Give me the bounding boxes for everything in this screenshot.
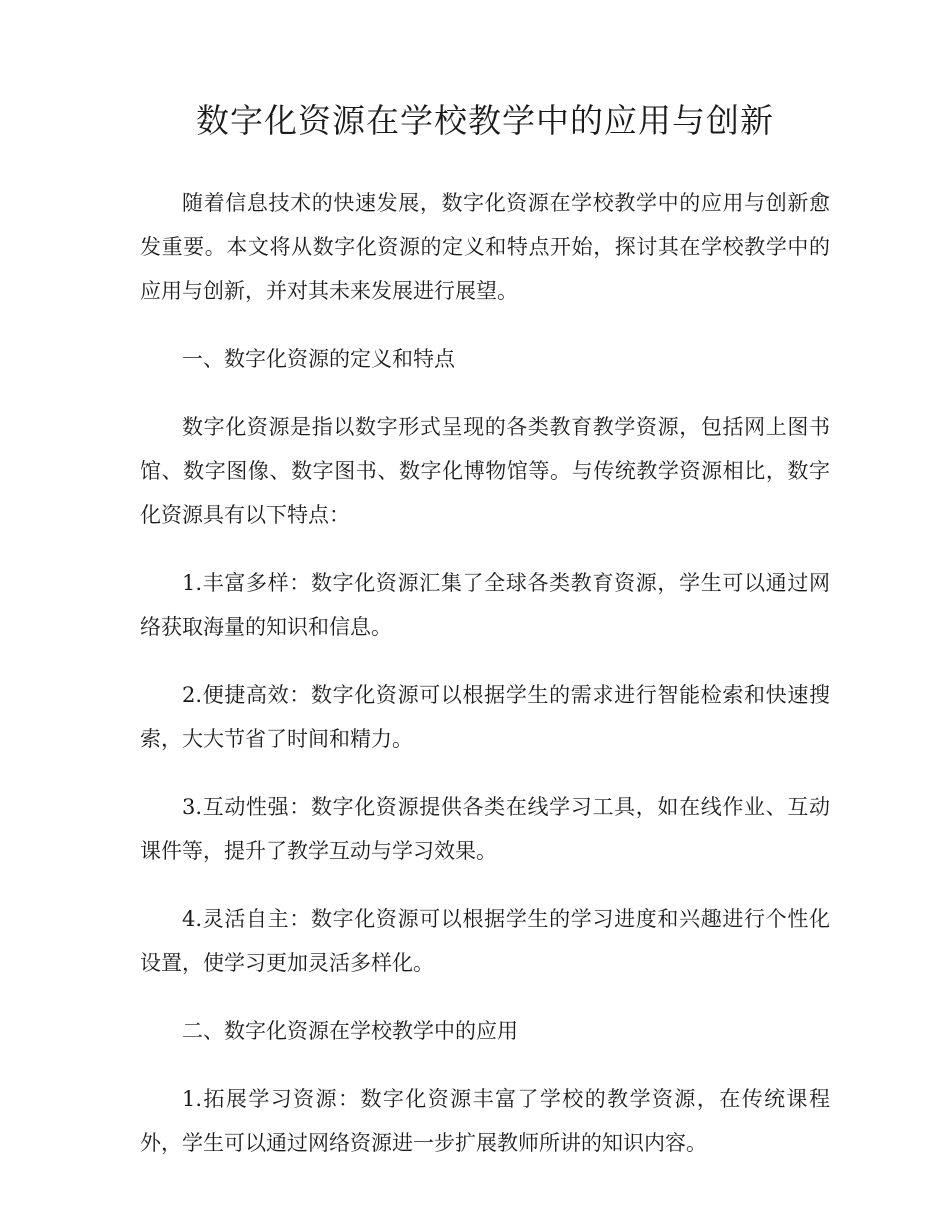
feature-item-1: 1.丰富多样：数字化资源汇集了全球各类教育资源，学生可以通过网络获取海量的知识和信息。	[140, 571, 830, 639]
definition-paragraph: 数字化资源是指以数字形式呈现的各类教育教学资源，包括网上图书馆、数字图像、数字图书、数字化博物馆等。与传统教学资源相比，数字化资源具有以下特点：	[140, 415, 830, 527]
feature-item-2: 2.便捷高效：数字化资源可以根据学生的需求进行智能检索和快速搜索，大大节省了时间和精力。	[140, 683, 830, 751]
application-item-1: 1.拓展学习资源：数字化资源丰富了学校的教学资源，在传统课程外，学生可以通过网络资源进一步扩展教师所讲的知识内容。	[140, 1087, 830, 1155]
feature-item-3: 3.互动性强：数字化资源提供各类在线学习工具，如在线作业、互动课件等，提升了教学互动与学习效果。	[140, 795, 830, 863]
document-title: 数字化资源在学校教学中的应用与创新	[196, 101, 774, 140]
section-2-heading: 二、数字化资源在学校教学中的应用	[182, 1019, 518, 1043]
feature-item-4: 4.灵活自主：数字化资源可以根据学生的学习进度和兴趣进行个性化设置，使学习更加灵活多样化。	[140, 907, 830, 975]
intro-paragraph: 随着信息技术的快速发展，数字化资源在学校教学中的应用与创新愈发重要。本文将从数字化资源的定义和特点开始，探讨其在学校教学中的应用与创新，并对其未来发展进行展望。	[140, 191, 830, 303]
section-1-heading: 一、数字化资源的定义和特点	[182, 347, 455, 371]
